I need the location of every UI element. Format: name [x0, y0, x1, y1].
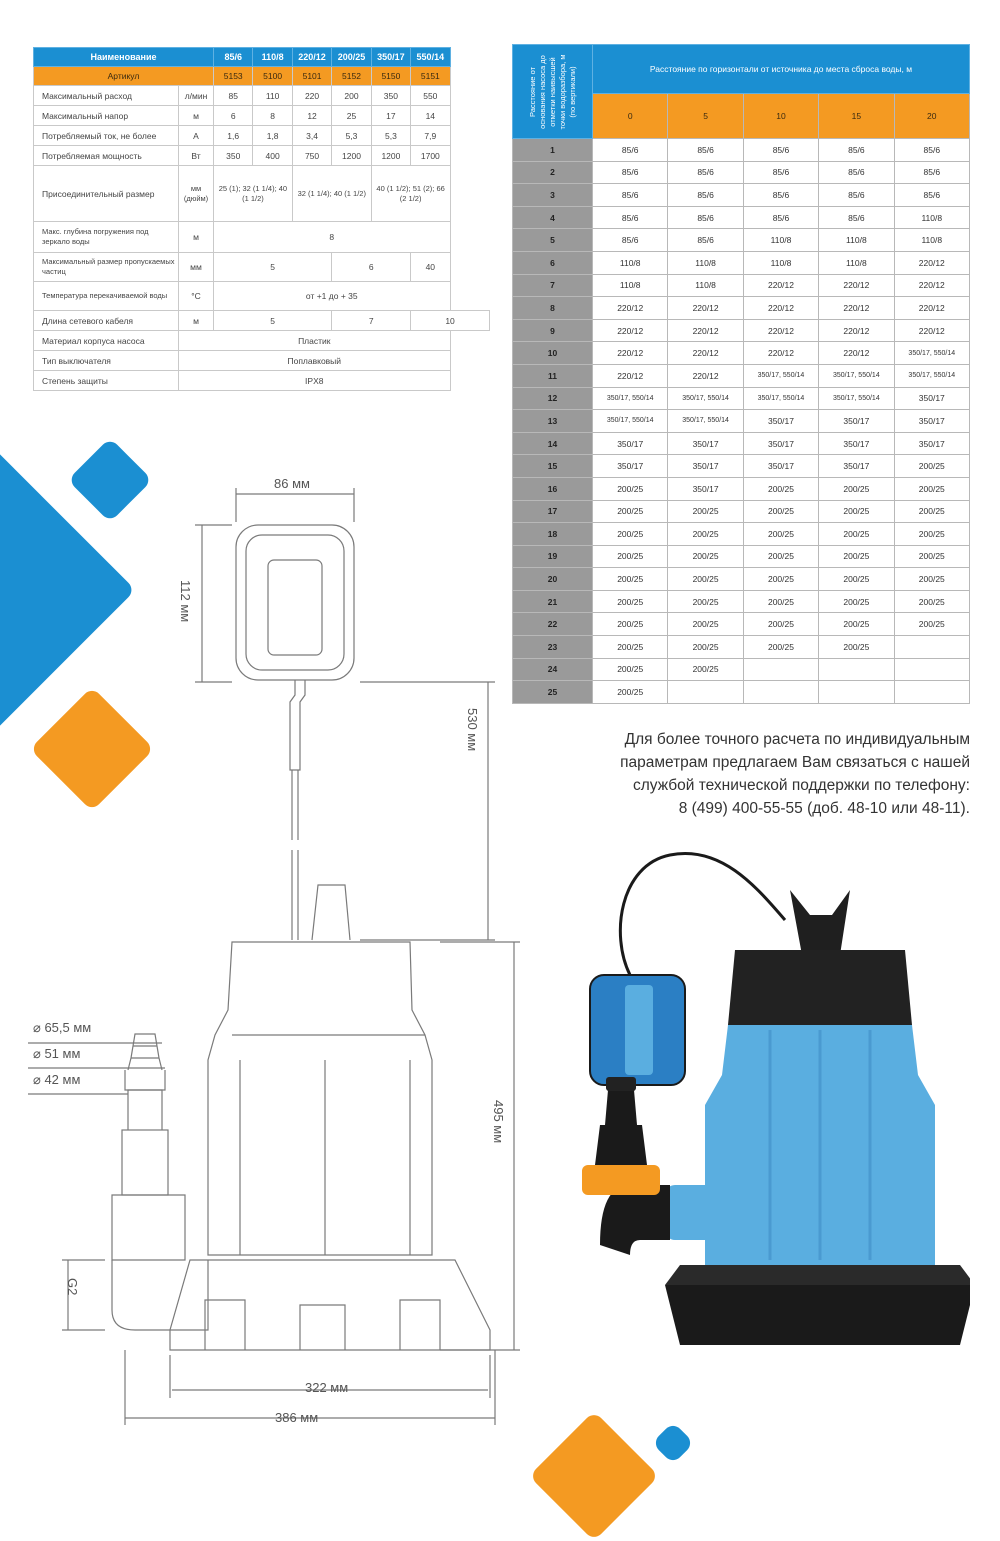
vertical-distance-cell: 7	[513, 274, 593, 297]
vertical-distance-cell: 15	[513, 455, 593, 478]
model-cell: 85/6	[668, 229, 743, 252]
spec-label: Потребляемая мощность	[34, 146, 179, 166]
vertical-distance-cell: 11	[513, 364, 593, 387]
model-cell: 200/25	[743, 636, 818, 659]
model-cell: 220/12	[894, 274, 969, 297]
spec-value: 40	[411, 253, 450, 282]
vertical-distance-cell: 12	[513, 387, 593, 410]
selection-row	[513, 455, 970, 478]
model-cell: 350/17, 550/14	[668, 410, 743, 433]
vertical-distance-cell: 9	[513, 319, 593, 342]
support-note	[540, 728, 970, 820]
spec-row-protection	[34, 371, 490, 391]
model-cell: 200/25	[894, 613, 969, 636]
spec-value: Поплавковый	[179, 351, 451, 371]
model-cell: 220/12	[593, 297, 668, 320]
model-cell: 200/25	[894, 545, 969, 568]
model-cell: 220/12	[819, 342, 894, 365]
model-cell: 200/25	[593, 523, 668, 546]
spec-unit: А	[179, 126, 214, 146]
model-cell: 220/12	[593, 342, 668, 365]
model-cell: 220/12	[894, 251, 969, 274]
spec-row-material	[34, 331, 490, 351]
decor-diamond-orange-bottom	[529, 1411, 659, 1541]
model-cell: 220/12	[743, 342, 818, 365]
model-cell: 350/17, 550/14	[819, 364, 894, 387]
vertical-distance-cell: 23	[513, 636, 593, 659]
specs-header-row	[34, 48, 490, 67]
selection-row	[513, 387, 970, 410]
model-cell: 350/17	[668, 477, 743, 500]
model-cell: 200/25	[593, 568, 668, 591]
note-line: параметрам предлагаем Вам связаться с нашей	[620, 754, 970, 771]
specs-article-row	[34, 67, 490, 86]
outlet-nut	[582, 1165, 660, 1195]
model-cell: 350/17, 550/14	[819, 387, 894, 410]
model-cell: 350/17, 550/14	[743, 387, 818, 410]
model-cell: 350/17	[668, 455, 743, 478]
model-cell: 110/8	[593, 274, 668, 297]
vertical-distance-header-text: Расстояние от основания насоса до отметки наивысшей точки водоразбора, м (по вертикали)	[527, 53, 577, 130]
spec-value: 110	[253, 86, 292, 106]
article-value: 5152	[332, 67, 371, 86]
selection-row	[513, 568, 970, 591]
spec-value: 200	[332, 86, 371, 106]
distance-header: 15	[819, 94, 894, 139]
note-line: Для более точного расчета по индивидуальным	[624, 731, 970, 748]
spec-label: Максимальный напор	[34, 106, 179, 126]
spec-value: от +1 до + 35	[214, 282, 451, 311]
article-value: 5151	[411, 67, 450, 86]
model-cell: 85/6	[668, 206, 743, 229]
spec-row-cable	[34, 311, 490, 331]
model-cell: 200/25	[743, 590, 818, 613]
spec-label: Температура перекачиваемой воды	[34, 282, 179, 311]
selection-row	[513, 229, 970, 252]
model-cell: 85/6	[668, 184, 743, 207]
selection-body	[513, 139, 970, 704]
spec-value: 8	[253, 106, 292, 126]
model-cell: 350/17	[819, 410, 894, 433]
vertical-distance-cell: 5	[513, 229, 593, 252]
model-cell: 350/17	[593, 455, 668, 478]
model-cell: 350/17, 550/14	[593, 387, 668, 410]
spec-label: Присоединительный размер	[34, 166, 179, 222]
article-value: 5101	[292, 67, 331, 86]
model-header: 350/17	[371, 48, 410, 67]
model-cell	[743, 681, 818, 704]
spec-value: 3,4	[292, 126, 331, 146]
model-cell: 200/25	[593, 590, 668, 613]
model-cell: 220/12	[894, 319, 969, 342]
model-cell: 85/6	[593, 161, 668, 184]
spec-value: 1200	[332, 146, 371, 166]
model-cell: 200/25	[819, 590, 894, 613]
model-cell: 200/25	[668, 500, 743, 523]
spec-value: 17	[371, 106, 410, 126]
model-cell: 85/6	[819, 161, 894, 184]
model-cell: 350/17	[894, 387, 969, 410]
spec-value: 220	[292, 86, 331, 106]
model-cell: 350/17	[819, 455, 894, 478]
model-cell: 200/25	[593, 658, 668, 681]
model-cell: 200/25	[668, 523, 743, 546]
connection-group-1: 25 (1); 32 (1 1/4); 40 (1 1/2)	[214, 166, 293, 222]
spec-label: Максимальный размер пропускаемых частиц	[34, 253, 179, 282]
spec-row	[34, 86, 490, 106]
spec-row-depth	[34, 222, 490, 253]
spec-row-switch	[34, 351, 490, 371]
model-cell: 85/6	[819, 184, 894, 207]
model-cell: 350/17	[593, 432, 668, 455]
model-cell: 85/6	[743, 161, 818, 184]
spec-row-connection	[34, 166, 490, 222]
vertical-distance-header	[513, 45, 593, 139]
selection-row	[513, 613, 970, 636]
model-cell: 350/17, 550/14	[743, 364, 818, 387]
model-cell	[894, 658, 969, 681]
model-cell: 110/8	[819, 251, 894, 274]
diameter-label: ⌀ 65,5 мм	[33, 1020, 92, 1035]
model-cell: 220/12	[819, 274, 894, 297]
vertical-distance-cell: 22	[513, 613, 593, 636]
spec-value: 1,8	[253, 126, 292, 146]
spec-value: 400	[253, 146, 292, 166]
spec-label: Максимальный расход	[34, 86, 179, 106]
spec-row-temp	[34, 282, 490, 311]
model-cell: 200/25	[593, 636, 668, 659]
model-cell: 85/6	[743, 206, 818, 229]
vertical-distance-cell: 10	[513, 342, 593, 365]
model-cell: 200/25	[743, 477, 818, 500]
model-cell: 110/8	[743, 229, 818, 252]
spec-unit: м	[179, 222, 214, 253]
model-cell: 110/8	[819, 229, 894, 252]
spec-unit: мм	[179, 253, 214, 282]
model-cell: 350/17	[894, 432, 969, 455]
model-header: 110/8	[253, 48, 292, 67]
model-cell: 200/25	[593, 500, 668, 523]
model-cell	[819, 658, 894, 681]
selection-row	[513, 364, 970, 387]
pump-base	[665, 1285, 970, 1345]
model-cell: 200/25	[593, 545, 668, 568]
spec-label: Длина сетевого кабеля	[34, 311, 179, 331]
selection-row	[513, 590, 970, 613]
selection-row	[513, 523, 970, 546]
spec-value: Пластик	[179, 331, 451, 351]
specs-header-name: Наименование	[34, 48, 214, 67]
selection-row	[513, 297, 970, 320]
spec-value: 7	[332, 311, 411, 331]
model-cell: 350/17	[894, 410, 969, 433]
model-cell: 110/8	[743, 251, 818, 274]
distance-header: 0	[593, 94, 668, 139]
selection-row	[513, 681, 970, 704]
model-cell: 110/8	[668, 274, 743, 297]
vertical-distance-cell: 25	[513, 681, 593, 704]
spec-row	[34, 106, 490, 126]
model-cell	[668, 681, 743, 704]
note-line: 8 (499) 400-55-55 (доб. 48-10 или 48-11).	[678, 800, 970, 817]
model-cell: 200/25	[668, 545, 743, 568]
model-cell: 350/17	[743, 455, 818, 478]
vertical-distance-cell: 18	[513, 523, 593, 546]
model-cell: 200/25	[668, 590, 743, 613]
selection-row	[513, 342, 970, 365]
selection-row	[513, 184, 970, 207]
model-cell: 200/25	[668, 658, 743, 681]
model-cell: 200/25	[819, 500, 894, 523]
spec-value: 6	[332, 253, 411, 282]
model-header: 200/25	[332, 48, 371, 67]
model-cell: 350/17, 550/14	[593, 410, 668, 433]
model-cell: 220/12	[668, 297, 743, 320]
model-cell: 200/25	[819, 477, 894, 500]
vertical-distance-cell: 19	[513, 545, 593, 568]
model-cell: 85/6	[593, 206, 668, 229]
model-cell: 200/25	[743, 568, 818, 591]
model-header: 85/6	[214, 48, 253, 67]
vertical-distance-cell: 17	[513, 500, 593, 523]
spec-value: 1200	[371, 146, 410, 166]
model-cell: 200/25	[593, 681, 668, 704]
model-cell: 220/12	[743, 297, 818, 320]
model-cell: 350/17	[668, 432, 743, 455]
model-cell: 85/6	[819, 206, 894, 229]
model-cell: 350/17	[819, 432, 894, 455]
vertical-distance-cell: 16	[513, 477, 593, 500]
selection-table	[512, 44, 970, 704]
spec-row-particles	[34, 253, 490, 282]
distance-header: 5	[668, 94, 743, 139]
model-cell: 85/6	[894, 161, 969, 184]
distance-header: 20	[894, 94, 969, 139]
spec-value: 350	[371, 86, 410, 106]
model-cell	[894, 681, 969, 704]
model-cell: 200/25	[819, 523, 894, 546]
spec-value: 7,9	[411, 126, 450, 146]
model-cell: 85/6	[819, 139, 894, 162]
model-cell: 200/25	[743, 613, 818, 636]
spec-value: IPX8	[179, 371, 451, 391]
selection-row	[513, 636, 970, 659]
diameter-label: ⌀ 51 мм	[33, 1046, 81, 1061]
connection-group-3: 40 (1 1/2); 51 (2); 66 (2 1/2)	[371, 166, 450, 222]
spec-value: 85	[214, 86, 253, 106]
model-cell: 85/6	[894, 139, 969, 162]
model-cell: 200/25	[668, 613, 743, 636]
model-cell: 200/25	[894, 455, 969, 478]
model-cell: 85/6	[743, 139, 818, 162]
spec-value: 5	[214, 253, 332, 282]
selection-row	[513, 410, 970, 433]
model-cell: 220/12	[668, 342, 743, 365]
model-cell: 85/6	[668, 139, 743, 162]
spec-value: 14	[411, 106, 450, 126]
selection-row	[513, 319, 970, 342]
spec-value: 25	[332, 106, 371, 126]
article-value: 5150	[371, 67, 410, 86]
model-cell: 350/17, 550/14	[668, 387, 743, 410]
selection-row	[513, 161, 970, 184]
spec-unit: °С	[179, 282, 214, 311]
pump-illustration	[570, 845, 970, 1370]
spec-label: Материал корпуса насоса	[34, 331, 179, 351]
model-cell: 85/6	[894, 184, 969, 207]
decor-diamond-blue-bottom	[652, 1422, 694, 1464]
float-height-label: 112 мм	[178, 580, 193, 623]
model-cell: 200/25	[743, 500, 818, 523]
model-cell: 200/25	[668, 568, 743, 591]
model-cell: 200/25	[894, 523, 969, 546]
model-cell: 110/8	[894, 229, 969, 252]
article-value: 5153	[214, 67, 253, 86]
spec-unit: Вт	[179, 146, 214, 166]
spec-label: Тип выключателя	[34, 351, 179, 371]
spec-value: 10	[411, 311, 490, 331]
model-cell: 220/12	[819, 297, 894, 320]
vertical-distance-cell: 13	[513, 410, 593, 433]
model-cell: 220/12	[743, 319, 818, 342]
spec-value: 8	[214, 222, 451, 253]
technical-drawing	[0, 470, 520, 1450]
vertical-distance-cell: 6	[513, 251, 593, 274]
specs-table	[33, 47, 490, 391]
model-cell: 220/12	[743, 274, 818, 297]
base-outer-label: 386 мм	[275, 1410, 319, 1425]
spec-value: 350	[214, 146, 253, 166]
model-cell: 110/8	[668, 251, 743, 274]
model-cell: 200/25	[894, 590, 969, 613]
spec-value: 1700	[411, 146, 450, 166]
selection-row	[513, 274, 970, 297]
selection-row	[513, 432, 970, 455]
spec-value: 5,3	[332, 126, 371, 146]
note-line: службой технической поддержки по телефону:	[632, 777, 970, 794]
spec-value: 6	[214, 106, 253, 126]
model-cell: 200/25	[894, 477, 969, 500]
model-cell: 85/6	[668, 161, 743, 184]
model-cell	[894, 636, 969, 659]
vertical-distance-cell: 20	[513, 568, 593, 591]
model-cell: 110/8	[894, 206, 969, 229]
model-cell: 200/25	[819, 613, 894, 636]
selection-row	[513, 139, 970, 162]
spec-value: 5	[214, 311, 332, 331]
vertical-distance-cell: 3	[513, 184, 593, 207]
spec-value: 5,3	[371, 126, 410, 146]
float-width-label: 86 мм	[274, 476, 310, 491]
model-cell: 220/12	[894, 297, 969, 320]
model-cell: 220/12	[668, 364, 743, 387]
model-cell: 200/25	[743, 545, 818, 568]
pump-height-label: 495 мм	[491, 1100, 506, 1144]
spec-row	[34, 126, 490, 146]
spec-unit: м	[179, 106, 214, 126]
vertical-distance-cell: 8	[513, 297, 593, 320]
model-cell: 350/17	[743, 410, 818, 433]
horizontal-distance-header: Расстояние по горизонтали от источника до места сброса воды, м	[593, 45, 970, 94]
spec-value: 550	[411, 86, 450, 106]
article-value: 5100	[253, 67, 292, 86]
spec-unit: мм (дюйм)	[179, 166, 214, 222]
cable-height-label: 530 мм	[465, 708, 480, 752]
float-label-plate	[625, 985, 653, 1075]
selection-row	[513, 251, 970, 274]
spec-unit: л/мин	[179, 86, 214, 106]
article-label: Артикул	[34, 67, 214, 86]
distance-header: 10	[743, 94, 818, 139]
vertical-distance-cell: 1	[513, 139, 593, 162]
connection-group-2: 32 (1 1/4); 40 (1 1/2)	[292, 166, 371, 222]
spec-value: 12	[292, 106, 331, 126]
selection-row	[513, 477, 970, 500]
vertical-distance-cell: 14	[513, 432, 593, 455]
selection-row	[513, 658, 970, 681]
diameter-label: ⌀ 42 мм	[33, 1072, 81, 1087]
thread-label: G2	[65, 1278, 80, 1296]
model-cell: 200/25	[819, 545, 894, 568]
model-header: 220/12	[292, 48, 331, 67]
vertical-distance-cell: 24	[513, 658, 593, 681]
model-cell: 350/17	[743, 432, 818, 455]
model-cell: 200/25	[743, 523, 818, 546]
model-cell: 200/25	[593, 613, 668, 636]
model-cell: 85/6	[593, 139, 668, 162]
spec-value: 1,6	[214, 126, 253, 146]
model-cell: 350/17, 550/14	[894, 342, 969, 365]
model-header: 550/14	[411, 48, 450, 67]
spec-value: 750	[292, 146, 331, 166]
model-cell: 85/6	[593, 184, 668, 207]
spec-label: Потребляемый ток, не более	[34, 126, 179, 146]
model-cell: 85/6	[743, 184, 818, 207]
model-cell: 200/25	[668, 636, 743, 659]
selection-row	[513, 206, 970, 229]
spec-row	[34, 146, 490, 166]
model-cell	[819, 681, 894, 704]
spec-label: Степень защиты	[34, 371, 179, 391]
spec-unit: м	[179, 311, 214, 331]
vertical-distance-cell: 21	[513, 590, 593, 613]
model-cell: 200/25	[593, 477, 668, 500]
model-cell: 220/12	[819, 319, 894, 342]
model-cell: 350/17, 550/14	[894, 364, 969, 387]
model-cell: 200/25	[894, 568, 969, 591]
vertical-distance-cell: 4	[513, 206, 593, 229]
base-inner-label: 322 мм	[305, 1380, 349, 1395]
model-cell: 110/8	[593, 251, 668, 274]
selection-row	[513, 545, 970, 568]
selection-header-row	[513, 45, 970, 94]
selection-row	[513, 500, 970, 523]
model-cell: 200/25	[894, 500, 969, 523]
spec-label: Макс. глубина погружения под зеркало воды	[34, 222, 179, 253]
model-cell: 85/6	[593, 229, 668, 252]
model-cell: 220/12	[668, 319, 743, 342]
model-cell	[743, 658, 818, 681]
model-cell: 220/12	[593, 319, 668, 342]
model-cell: 200/25	[819, 568, 894, 591]
vertical-distance-cell: 2	[513, 161, 593, 184]
model-cell: 220/12	[593, 364, 668, 387]
model-cell: 200/25	[819, 636, 894, 659]
